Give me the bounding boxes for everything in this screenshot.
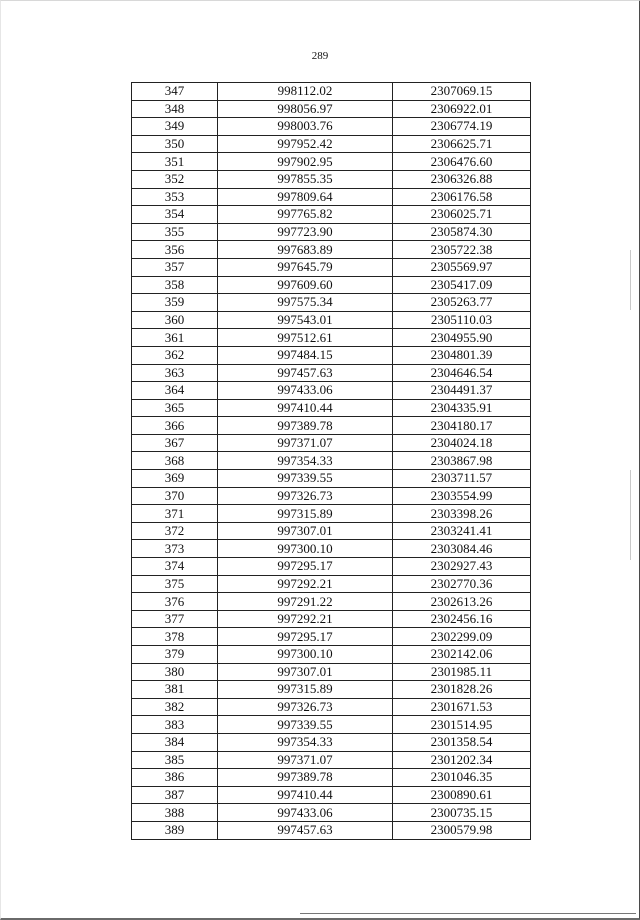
x-coordinate-cell: 997292.21 (218, 610, 393, 628)
y-coordinate-cell: 2306326.88 (393, 170, 531, 188)
y-coordinate-cell: 2305874.30 (393, 223, 531, 241)
x-coordinate-cell: 997410.44 (218, 786, 393, 804)
y-coordinate-cell: 2305110.03 (393, 311, 531, 329)
point-number-cell: 383 (132, 716, 218, 734)
x-coordinate-cell: 997326.73 (218, 487, 393, 505)
point-number-cell: 367 (132, 434, 218, 452)
y-coordinate-cell: 2305722.38 (393, 241, 531, 259)
x-coordinate-cell: 997433.06 (218, 382, 393, 400)
table-row (132, 170, 531, 188)
point-number-cell: 385 (132, 751, 218, 769)
y-coordinate-cell: 2300890.61 (393, 786, 531, 804)
y-coordinate-cell: 2304491.37 (393, 382, 531, 400)
table-row (132, 311, 531, 329)
x-coordinate-cell: 998056.97 (218, 100, 393, 118)
table-row (132, 276, 531, 294)
point-number-cell: 362 (132, 346, 218, 364)
y-coordinate-cell: 2306922.01 (393, 100, 531, 118)
x-coordinate-cell: 997389.78 (218, 417, 393, 435)
point-number-cell: 378 (132, 628, 218, 646)
y-coordinate-cell: 2301358.54 (393, 733, 531, 751)
point-number-cell: 354 (132, 206, 218, 224)
point-number-cell: 370 (132, 487, 218, 505)
table-row (132, 751, 531, 769)
y-coordinate-cell: 2305417.09 (393, 276, 531, 294)
y-coordinate-cell: 2303711.57 (393, 470, 531, 488)
point-number-cell: 361 (132, 329, 218, 347)
x-coordinate-cell: 997457.63 (218, 821, 393, 839)
point-number-cell: 365 (132, 399, 218, 417)
table-row (132, 294, 531, 312)
y-coordinate-cell: 2301671.53 (393, 698, 531, 716)
point-number-cell: 350 (132, 135, 218, 153)
table-row (132, 100, 531, 118)
x-coordinate-cell: 997512.61 (218, 329, 393, 347)
point-number-cell: 349 (132, 118, 218, 136)
table-row (132, 417, 531, 435)
point-number-cell: 353 (132, 188, 218, 206)
x-coordinate-cell: 997292.21 (218, 575, 393, 593)
table-row (132, 153, 531, 171)
x-coordinate-cell: 997902.95 (218, 153, 393, 171)
table-row (132, 593, 531, 611)
x-coordinate-cell: 997410.44 (218, 399, 393, 417)
x-coordinate-cell: 997855.35 (218, 170, 393, 188)
point-number-cell: 369 (132, 470, 218, 488)
point-number-cell: 373 (132, 540, 218, 558)
point-number-cell: 372 (132, 522, 218, 540)
table-row (132, 206, 531, 224)
x-coordinate-cell: 997300.10 (218, 646, 393, 664)
point-number-cell: 381 (132, 681, 218, 699)
y-coordinate-cell: 2301514.95 (393, 716, 531, 734)
y-coordinate-cell: 2307069.15 (393, 83, 531, 101)
x-coordinate-cell: 997723.90 (218, 223, 393, 241)
y-coordinate-cell: 2304646.54 (393, 364, 531, 382)
y-coordinate-cell: 2306025.71 (393, 206, 531, 224)
y-coordinate-cell: 2301985.11 (393, 663, 531, 681)
table-row (132, 329, 531, 347)
x-coordinate-cell: 997295.17 (218, 628, 393, 646)
table-row (132, 118, 531, 136)
x-coordinate-cell: 997575.34 (218, 294, 393, 312)
table-row (132, 434, 531, 452)
y-coordinate-cell: 2302456.16 (393, 610, 531, 628)
y-coordinate-cell: 2302770.36 (393, 575, 531, 593)
table-row (132, 558, 531, 576)
table-row (132, 610, 531, 628)
point-number-cell: 366 (132, 417, 218, 435)
point-number-cell: 384 (132, 733, 218, 751)
point-number-cell: 376 (132, 593, 218, 611)
point-number-cell: 357 (132, 258, 218, 276)
table-row (132, 786, 531, 804)
table-row (132, 452, 531, 470)
y-coordinate-cell: 2300579.98 (393, 821, 531, 839)
page-number: 289 (311, 50, 329, 62)
table-row (132, 681, 531, 699)
table-row (132, 804, 531, 822)
point-number-cell: 380 (132, 663, 218, 681)
x-coordinate-cell: 997339.55 (218, 716, 393, 734)
y-coordinate-cell: 2304180.17 (393, 417, 531, 435)
table-row (132, 663, 531, 681)
y-coordinate-cell: 2303398.26 (393, 505, 531, 523)
x-coordinate-cell: 997645.79 (218, 258, 393, 276)
y-coordinate-cell: 2301202.34 (393, 751, 531, 769)
x-coordinate-cell: 997543.01 (218, 311, 393, 329)
point-number-cell: 348 (132, 100, 218, 118)
y-coordinate-cell: 2302613.26 (393, 593, 531, 611)
table-row (132, 522, 531, 540)
table-row (132, 646, 531, 664)
y-coordinate-cell: 2300735.15 (393, 804, 531, 822)
table-row (132, 346, 531, 364)
x-coordinate-cell: 998003.76 (218, 118, 393, 136)
point-number-cell: 356 (132, 241, 218, 259)
point-number-cell: 355 (132, 223, 218, 241)
table-row (132, 399, 531, 417)
table-row (132, 364, 531, 382)
point-number-cell: 382 (132, 698, 218, 716)
point-number-cell: 371 (132, 505, 218, 523)
x-coordinate-cell: 997300.10 (218, 540, 393, 558)
table-row (132, 628, 531, 646)
scan-margin-mark (630, 470, 631, 560)
point-number-cell: 358 (132, 276, 218, 294)
point-number-cell: 347 (132, 83, 218, 101)
point-number-cell: 351 (132, 153, 218, 171)
y-coordinate-cell: 2301046.35 (393, 769, 531, 787)
y-coordinate-cell: 2306625.71 (393, 135, 531, 153)
table-row (132, 382, 531, 400)
y-coordinate-cell: 2306476.60 (393, 153, 531, 171)
y-coordinate-cell: 2303867.98 (393, 452, 531, 470)
y-coordinate-cell: 2302299.09 (393, 628, 531, 646)
point-number-cell: 368 (132, 452, 218, 470)
x-coordinate-cell: 997291.22 (218, 593, 393, 611)
table-row (132, 223, 531, 241)
scan-margin-mark (630, 250, 631, 310)
scan-bottom-line (300, 913, 636, 914)
table-row (132, 135, 531, 153)
point-number-cell: 386 (132, 769, 218, 787)
x-coordinate-cell: 997371.07 (218, 751, 393, 769)
table-row (132, 733, 531, 751)
point-number-cell: 352 (132, 170, 218, 188)
table-row (132, 487, 531, 505)
x-coordinate-cell: 997952.42 (218, 135, 393, 153)
y-coordinate-cell: 2305263.77 (393, 294, 531, 312)
coordinates-table (131, 82, 531, 840)
point-number-cell: 375 (132, 575, 218, 593)
y-coordinate-cell: 2303241.41 (393, 522, 531, 540)
point-number-cell: 359 (132, 294, 218, 312)
x-coordinate-cell: 997354.33 (218, 452, 393, 470)
y-coordinate-cell: 2304024.18 (393, 434, 531, 452)
x-coordinate-cell: 997609.60 (218, 276, 393, 294)
table-row (132, 821, 531, 839)
point-number-cell: 379 (132, 646, 218, 664)
x-coordinate-cell: 997809.64 (218, 188, 393, 206)
table-body (132, 83, 531, 840)
x-coordinate-cell: 997339.55 (218, 470, 393, 488)
x-coordinate-cell: 997295.17 (218, 558, 393, 576)
point-number-cell: 360 (132, 311, 218, 329)
x-coordinate-cell: 997389.78 (218, 769, 393, 787)
table-row (132, 505, 531, 523)
x-coordinate-cell: 997765.82 (218, 206, 393, 224)
table-row (132, 575, 531, 593)
y-coordinate-cell: 2302142.06 (393, 646, 531, 664)
y-coordinate-cell: 2301828.26 (393, 681, 531, 699)
y-coordinate-cell: 2306176.58 (393, 188, 531, 206)
point-number-cell: 363 (132, 364, 218, 382)
x-coordinate-cell: 997484.15 (218, 346, 393, 364)
table-row (132, 769, 531, 787)
x-coordinate-cell: 997371.07 (218, 434, 393, 452)
y-coordinate-cell: 2303554.99 (393, 487, 531, 505)
table-row (132, 83, 531, 101)
y-coordinate-cell: 2304955.90 (393, 329, 531, 347)
y-coordinate-cell: 2303084.46 (393, 540, 531, 558)
table-row (132, 258, 531, 276)
table-row (132, 698, 531, 716)
x-coordinate-cell: 998112.02 (218, 83, 393, 101)
y-coordinate-cell: 2305569.97 (393, 258, 531, 276)
x-coordinate-cell: 997326.73 (218, 698, 393, 716)
point-number-cell: 377 (132, 610, 218, 628)
point-number-cell: 374 (132, 558, 218, 576)
table-row (132, 188, 531, 206)
table-row (132, 241, 531, 259)
x-coordinate-cell: 997307.01 (218, 522, 393, 540)
table-row (132, 540, 531, 558)
y-coordinate-cell: 2306774.19 (393, 118, 531, 136)
y-coordinate-cell: 2304335.91 (393, 399, 531, 417)
x-coordinate-cell: 997354.33 (218, 733, 393, 751)
x-coordinate-cell: 997457.63 (218, 364, 393, 382)
x-coordinate-cell: 997683.89 (218, 241, 393, 259)
point-number-cell: 388 (132, 804, 218, 822)
point-number-cell: 387 (132, 786, 218, 804)
table-row (132, 470, 531, 488)
x-coordinate-cell: 997315.89 (218, 505, 393, 523)
y-coordinate-cell: 2302927.43 (393, 558, 531, 576)
x-coordinate-cell: 997307.01 (218, 663, 393, 681)
point-number-cell: 389 (132, 821, 218, 839)
x-coordinate-cell: 997315.89 (218, 681, 393, 699)
point-number-cell: 364 (132, 382, 218, 400)
table-row (132, 716, 531, 734)
x-coordinate-cell: 997433.06 (218, 804, 393, 822)
y-coordinate-cell: 2304801.39 (393, 346, 531, 364)
